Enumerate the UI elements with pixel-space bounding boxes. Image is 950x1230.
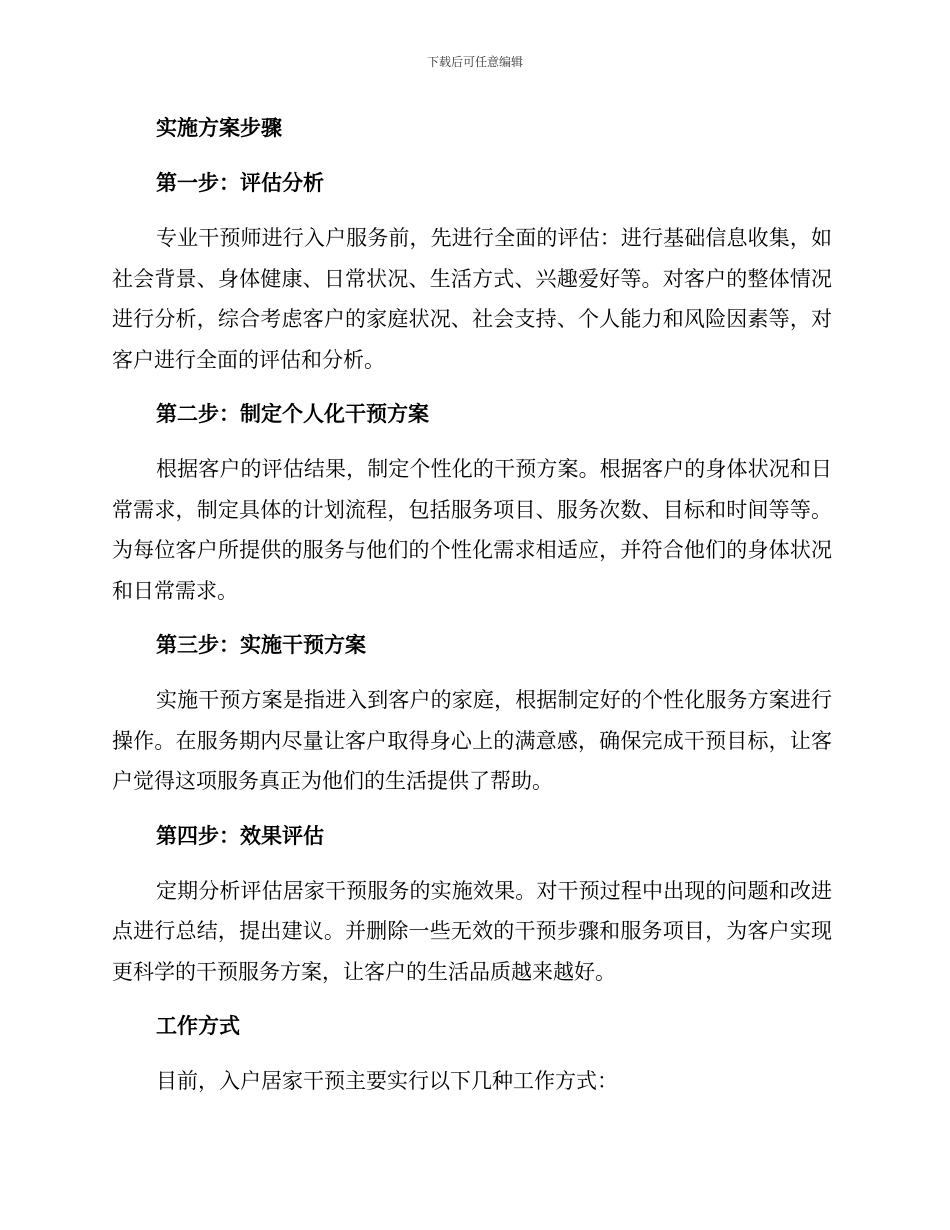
step3-heading: 第三步：实施干预方案 — [156, 632, 366, 657]
work-method-paragraph: 目前，入户居家干预主要实行以下几种工作方式： — [156, 1069, 618, 1093]
step3-paragraph: 实施干预方案是指进入到客户的家庭，根据制定好的个性化服务方案进行操作。在服务期内尽量让客户取得身心上的满意感，确保完成干预目标，让客户觉得这项服务真正为他们的生活提供了帮助。 — [112, 688, 832, 793]
step1-paragraph: 专业干预师进行入户服务前，先进行全面的评估：进行基础信息收集，如社会背景、身体健康、日常状况、生活方式、兴趣爱好等。对客户的整体情况进行分析，综合考虑客户的家庭状况、社会支持、个人能力和风险因素等，对客户进行全面的评估和分析。 — [112, 226, 832, 372]
step4-heading: 第四步：效果评估 — [156, 822, 324, 848]
work-method-heading: 工作方式 — [156, 1013, 240, 1038]
step1-heading: 第一步：评估分析 — [156, 170, 324, 195]
page-header: 下载后可任意编辑 — [426, 55, 523, 69]
step2-paragraph: 根据客户的评估结果，制定个性化的干预方案。根据客户的身体状况和日常需求，制定具体的计划流程，包括服务项目、服务次数、目标和时间等等。为每位客户所提供的服务与他们的个性化需求相适应，并符合他们的身体状况和日常需求。 — [112, 457, 832, 603]
step4-paragraph: 定期分析评估居家干预服务的实施效果。对干预过程中出现的问题和改进点进行总结，提出建议。并删除一些无效的干预步骤和服务项目，为客户实现更科学的干预服务方案，让客户的生活品质越来越好。 — [112, 878, 832, 984]
document-body — [112, 108, 832, 1116]
section-title: 实施方案步骤 — [156, 115, 282, 140]
step2-heading: 第二步：制定个人化干预方案 — [156, 401, 429, 426]
